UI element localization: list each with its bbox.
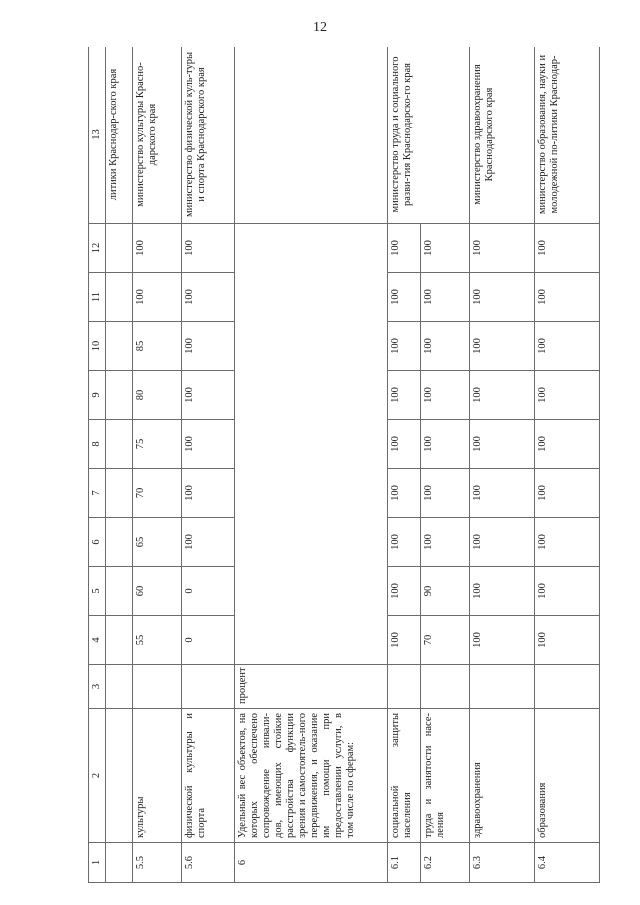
column-number: 4	[89, 616, 106, 665]
responsible-cell: министерство культуры Красно-дарского края	[133, 47, 182, 224]
row-id: 6.4	[535, 843, 600, 883]
value-cell: 100	[182, 322, 235, 371]
page-number: 12	[313, 20, 327, 35]
value-cell: 100	[421, 518, 470, 567]
value-cell: 100	[535, 322, 600, 371]
value-cell	[235, 224, 388, 273]
value-cell: 100	[421, 322, 470, 371]
value-cell: 100	[470, 567, 535, 616]
row-unit	[470, 665, 535, 709]
responsible-cell: министерство образования, науки и молодежной по-литики Краснодар-	[535, 47, 600, 224]
value-cell: 100	[535, 224, 600, 273]
value-cell: 100	[421, 273, 470, 322]
column-number: 8	[89, 420, 106, 469]
value-cell: 100	[470, 518, 535, 567]
responsible-cell: министерство здравоохранения Краснодарского края	[470, 47, 535, 224]
value-cell: 65	[133, 518, 182, 567]
column-number: 12	[89, 224, 106, 273]
value-cell: 100	[388, 420, 421, 469]
value-cell: 100	[535, 567, 600, 616]
row-name: физической культуры и спорта	[182, 709, 235, 843]
value-cell	[106, 469, 133, 518]
value-cell: 100	[470, 371, 535, 420]
value-cell: 100	[470, 616, 535, 665]
value-cell: 100	[182, 420, 235, 469]
value-cell: 100	[470, 273, 535, 322]
row-unit	[388, 665, 421, 709]
row-unit: процент	[235, 665, 388, 709]
value-cell: 70	[133, 469, 182, 518]
value-cell: 100	[182, 469, 235, 518]
column-number: 13	[89, 47, 106, 224]
responsible-cell: министерство труда и социального разви-тия Краснодарско-го края	[388, 47, 470, 224]
value-cell: 100	[421, 469, 470, 518]
table-row	[182, 47, 235, 883]
value-cell: 100	[388, 224, 421, 273]
value-cell	[106, 420, 133, 469]
value-cell	[235, 616, 388, 665]
row-id	[106, 843, 133, 883]
row-unit	[535, 665, 600, 709]
table-sheet	[88, 47, 604, 883]
row-id: 5.5	[133, 843, 182, 883]
value-cell: 100	[182, 273, 235, 322]
table-row	[133, 47, 182, 883]
row-name: социальной защиты населения	[388, 709, 421, 843]
value-cell: 100	[470, 224, 535, 273]
value-cell: 55	[133, 616, 182, 665]
value-cell: 100	[535, 371, 600, 420]
value-cell: 60	[133, 567, 182, 616]
value-cell: 85	[133, 322, 182, 371]
value-cell: 100	[535, 616, 600, 665]
value-cell	[235, 322, 388, 371]
column-number: 1	[89, 843, 106, 883]
value-cell: 70	[421, 616, 470, 665]
table-row	[535, 47, 600, 883]
column-number: 11	[89, 273, 106, 322]
value-cell: 0	[182, 567, 235, 616]
column-number: 3	[89, 665, 106, 709]
value-cell: 100	[388, 616, 421, 665]
row-id: 6.2	[421, 843, 470, 883]
responsible-cell	[235, 47, 388, 224]
value-cell: 90	[421, 567, 470, 616]
column-number: 10	[89, 322, 106, 371]
value-cell	[106, 567, 133, 616]
row-unit	[182, 665, 235, 709]
value-cell	[235, 371, 388, 420]
row-id: 6.1	[388, 843, 421, 883]
value-cell: 100	[535, 273, 600, 322]
value-cell: 100	[388, 371, 421, 420]
value-cell	[106, 371, 133, 420]
value-cell: 100	[388, 322, 421, 371]
column-number: 6	[89, 518, 106, 567]
value-cell: 100	[535, 518, 600, 567]
indicators-table	[88, 47, 600, 883]
value-cell: 0	[182, 616, 235, 665]
table-row	[235, 47, 388, 883]
value-cell: 100	[470, 322, 535, 371]
value-cell: 100	[182, 224, 235, 273]
value-cell	[106, 518, 133, 567]
row-name: образования	[535, 709, 600, 843]
value-cell: 100	[535, 469, 600, 518]
value-cell	[235, 518, 388, 567]
column-number: 7	[89, 469, 106, 518]
value-cell: 100	[388, 518, 421, 567]
value-cell: 100	[421, 420, 470, 469]
column-number: 9	[89, 371, 106, 420]
table-row	[470, 47, 535, 883]
row-id: 6	[235, 843, 388, 883]
rotated-table-wrapper	[88, 47, 604, 883]
value-cell: 100	[388, 273, 421, 322]
value-cell	[235, 567, 388, 616]
value-cell: 100	[388, 567, 421, 616]
row-name: здравоохранения	[470, 709, 535, 843]
row-id: 6.3	[470, 843, 535, 883]
row-unit	[133, 665, 182, 709]
value-cell: 100	[470, 420, 535, 469]
row-name	[106, 709, 133, 843]
table-row	[388, 47, 421, 883]
column-number: 2	[89, 709, 106, 843]
row-name: культуры	[133, 709, 182, 843]
value-cell	[235, 469, 388, 518]
row-name: труда и занятости насе-ления	[421, 709, 470, 843]
column-number-row	[89, 47, 106, 883]
value-cell: 100	[133, 224, 182, 273]
responsible-cell: министерство физической куль-туры и спорта Краснодарского края	[182, 47, 235, 224]
value-cell: 80	[133, 371, 182, 420]
value-cell: 75	[133, 420, 182, 469]
value-cell: 100	[133, 273, 182, 322]
row-id: 5.6	[182, 843, 235, 883]
row-unit	[421, 665, 470, 709]
value-cell	[235, 273, 388, 322]
value-cell	[106, 322, 133, 371]
column-number: 5	[89, 567, 106, 616]
value-cell	[235, 420, 388, 469]
row-name: Удельный вес объектов, на которых обеспечено сопровождение инвали-дов, имеющих стойкие расстройства функции зрения и самостоятель-ного передвижения, и оказание им помощи при предоставлении услуги, в том числе по сферам:	[235, 709, 388, 843]
value-cell: 100	[182, 518, 235, 567]
value-cell: 100	[535, 420, 600, 469]
value-cell: 100	[421, 371, 470, 420]
row-unit	[106, 665, 133, 709]
value-cell	[106, 616, 133, 665]
value-cell: 100	[421, 224, 470, 273]
value-cell: 100	[470, 469, 535, 518]
value-cell	[106, 224, 133, 273]
table-row	[106, 47, 133, 883]
value-cell	[106, 273, 133, 322]
value-cell: 100	[388, 469, 421, 518]
responsible-cell: литики Краснодар-ского края	[106, 47, 133, 224]
value-cell: 100	[182, 371, 235, 420]
